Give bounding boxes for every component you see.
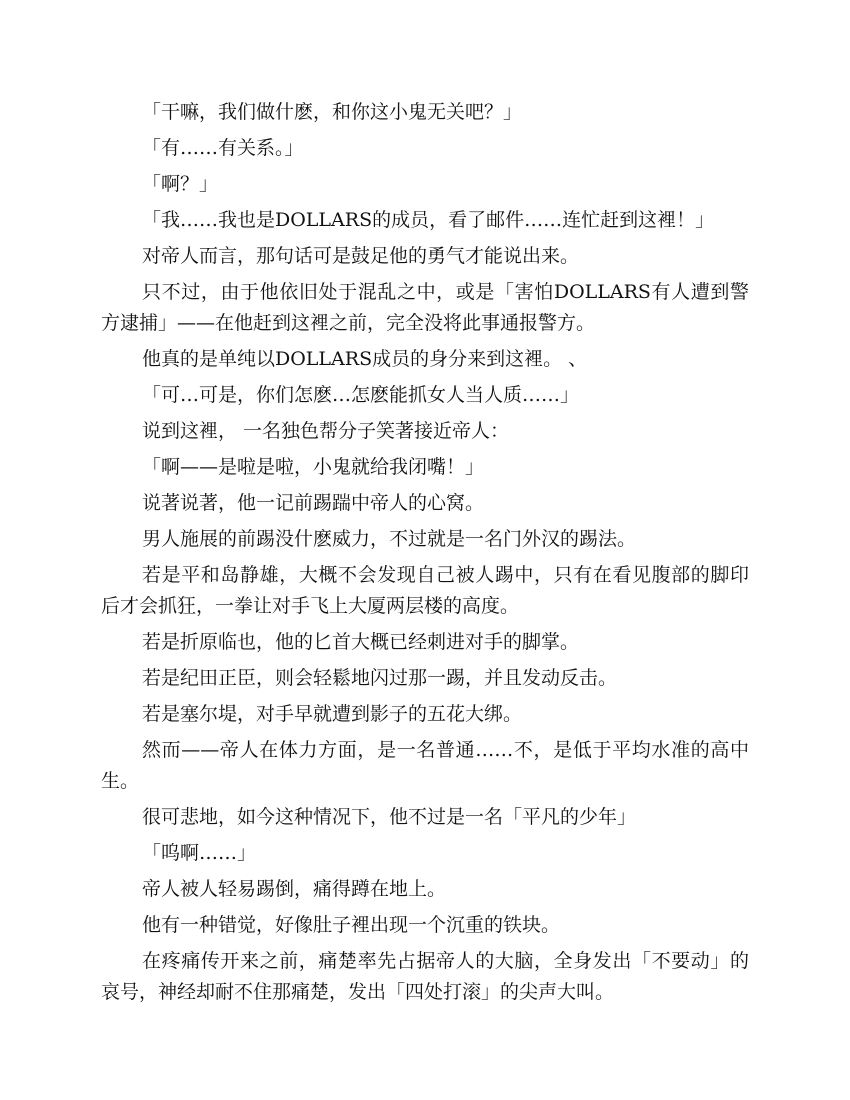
paragraph: 若是纪田正臣，则会轻鬆地闪过那一踢，并且发动反击。	[142, 667, 618, 689]
document-page	[101, 97, 749, 1013]
paragraph: 很可悲地，如今这种情况下，他不过是一名「平凡的少年」	[142, 806, 637, 828]
paragraph: 说到这裡， 一名独色帮分子笑著接近帝人：	[142, 420, 510, 442]
paragraph: 说著说著，他一记前踢踹中帝人的心窝。	[142, 492, 485, 514]
paragraph: 若是折原临也，他的匕首大概已经刺进对手的脚掌。	[142, 631, 580, 653]
paragraph: 若是塞尔堤，对手早就遭到影子的五花大绑。	[142, 703, 523, 725]
paragraph: 男人施展的前踢没什麽威力，不过就是一名门外汉的踢法。	[142, 528, 637, 550]
paragraph: 「可…可是，你们怎麽…怎麽能抓女人当人质……」	[142, 384, 580, 406]
paragraph: 「啊——是啦是啦，小鬼就给我闭嘴！」	[142, 456, 485, 478]
paragraph: 若是平和岛静雄，大概不会发现自己被人踢中，只有在看见腹部的脚印后才会抓狂，一拳让对手飞上大厦两层楼的高度。	[101, 564, 749, 617]
paragraph: 在疼痛传开来之前，痛楚率先占据帝人的大脑，全身发出「不要动」的哀号，神经却耐不住那痛楚，发出「四处打滚」的尖声大叫。	[101, 950, 749, 1003]
paragraph: 「有……有关系。」	[142, 137, 304, 159]
paragraph: 他真的是单纯以DOLLARS成员的身分来到这裡。 、	[142, 348, 588, 370]
paragraph: 只不过，由于他依旧处于混乱之中，或是「害怕DOLLARS有人遭到警方逮捕」——在他赶到这裡之前，完全没将此事通报警方。	[101, 281, 749, 334]
paragraph: 「啊？」	[142, 173, 219, 195]
paragraph: 对帝人而言，那句话可是鼓足他的勇气才能说出来。	[142, 245, 580, 267]
paragraph: 「我……我也是DOLLARS的成员，看了邮件……连忙赶到这裡！」	[142, 209, 715, 231]
paragraph: 帝人被人轻易踢倒，痛得蹲在地上。	[142, 878, 447, 900]
paragraph: 「干嘛，我们做什麽，和你这小鬼无关吧？」	[142, 101, 523, 123]
paragraph: 「呜啊……」	[142, 842, 257, 864]
paragraph: 然而——帝人在体力方面，是一名普通……不，是低于平均水准的高中生。	[101, 739, 749, 792]
paragraph: 他有一种错觉，好像肚子裡出现一个沉重的铁块。	[142, 914, 561, 936]
